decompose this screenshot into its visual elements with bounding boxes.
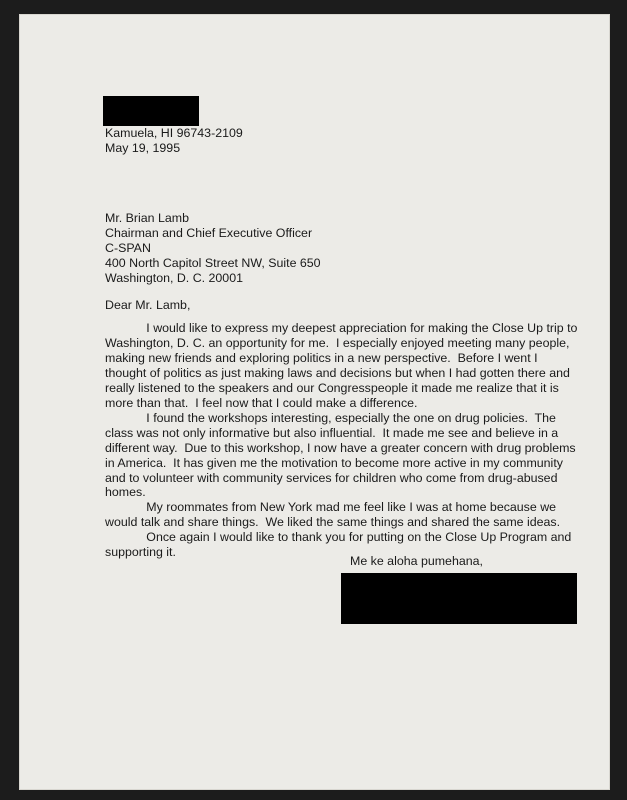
body-line: more than that. I feel now that I could make a difference. (105, 395, 418, 410)
redacted-sender-name (103, 96, 199, 126)
body-line: different way. Due to this workshop, I now have a greater concern with drug problems (105, 440, 576, 455)
recipient-organization: C-SPAN (105, 241, 151, 255)
closing: Me ke aloha pumehana, (350, 554, 483, 568)
recipient-street: 400 North Capitol Street NW, Suite 650 (105, 256, 321, 270)
body-line: homes. (105, 485, 146, 500)
body-line: My roommates from New York mad me feel like I was at home because we (105, 500, 557, 515)
sender-city-line: Kamuela, HI 96743-2109 (105, 126, 243, 140)
letter-date: May 19, 1995 (105, 141, 181, 155)
body-line: would talk and share things. We liked the same things and shared the same ideas. (105, 515, 561, 530)
body-line: supporting it. (105, 545, 176, 560)
body-line: thought of politics as just making laws and decisions but when I had gotten there and (105, 365, 570, 380)
body-line: and to volunteer with community services for children who come from drug-abused (105, 470, 558, 485)
recipient-name: Mr. Brian Lamb (105, 211, 190, 225)
salutation: Dear Mr. Lamb, (105, 298, 191, 312)
letter-page (19, 14, 610, 790)
body-line: making new friends and exploring politics in a new perspective. Before I went I (105, 350, 538, 365)
recipient-city: Washington, D. C. 20001 (105, 271, 243, 285)
redacted-signature (341, 573, 577, 624)
body-line: really listened to the speakers and our Congresspeople it made me realize that it is (105, 380, 559, 395)
body-line: Washington, D. C. an opportunity for me. I especially enjoyed meeting many people, (105, 335, 570, 350)
body-line: class was not only informative but also influential. It made me see and believe in a (105, 425, 559, 440)
body-line: I would like to express my deepest appreciation for making the Close Up trip to (105, 321, 578, 335)
recipient-title: Chairman and Chief Executive Officer (105, 226, 313, 240)
body-line: I found the workshops interesting, especially the one on drug policies. The (105, 410, 556, 425)
body-line: in America. It has given me the motivation to become more active in my community (105, 455, 563, 470)
body-line: Once again I would like to thank you for putting on the Close Up Program and (105, 530, 572, 545)
